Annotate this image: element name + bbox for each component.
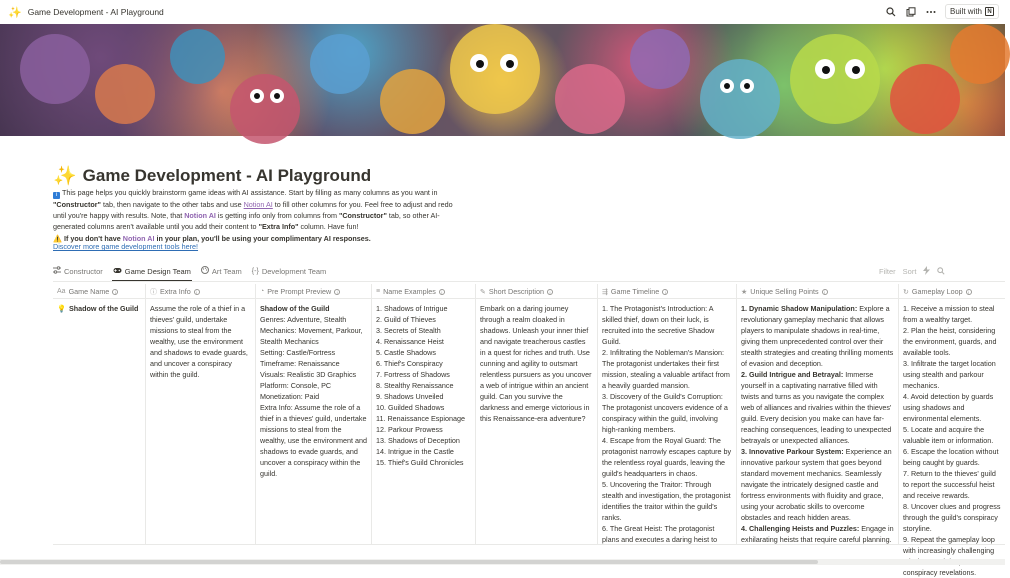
horizontal-scrollbar[interactable] bbox=[0, 559, 1005, 565]
game-name-text[interactable]: Shadow of the Guild bbox=[68, 304, 139, 313]
loop-type-icon: ↻ bbox=[903, 288, 909, 296]
page-heading bbox=[53, 164, 371, 188]
scrollbar-thumb[interactable] bbox=[0, 560, 818, 564]
table-row bbox=[53, 299, 1005, 577]
info-icon: i bbox=[822, 289, 828, 295]
notion-ai-mention: Notion AI bbox=[243, 200, 273, 209]
column-header-unique-selling-points[interactable]: ★ Unique Selling Points i bbox=[737, 284, 899, 299]
code-icon: {-} bbox=[251, 267, 259, 275]
view-tabs bbox=[53, 264, 326, 278]
gamepad-icon bbox=[113, 267, 122, 276]
sort-button[interactable]: Sort bbox=[902, 267, 917, 276]
database-table bbox=[53, 284, 1005, 577]
info-icon: i bbox=[334, 289, 340, 295]
lightning-icon[interactable] bbox=[923, 266, 930, 277]
info-icon: i bbox=[966, 289, 972, 295]
sliders-icon bbox=[53, 266, 61, 276]
sparkle-icon: ✨ bbox=[8, 6, 22, 19]
column-header-extra-info[interactable]: ⓘ Extra Info i bbox=[146, 284, 256, 299]
cell-unique-selling-points[interactable]: 1. Dynamic Shadow Manipulation: Explore a revolutionary gameplay mechanic that allows players to manipulate shadows in real-time, giving them unprecedented control over their stealth strategies and creating thrilling moments of evasion and deception. 2. Guild Intrigue and Betrayal: Immerse yourself in a captivating narrative filled with twists and turns as you navigate the complex web of alliances and rivalries within the thieves' guild. Every decision you make can have far-reaching consequences, leading to unexpected betrayals or unexpected alliances. 3. Innovative Parkour System: Experience an innovative parkour system that goes beyond standard movement mechanics. Seamlessly navigate the intricately designed castle and fortress environments with fluidity and grace, using your acrobatic skills to overcome obstacles and reach hidden areas. 4. Challenging Heists and Puzzles: Engage in exhilarating heists that require careful planning. bbox=[737, 299, 899, 544]
lightbulb-icon: 💡 bbox=[57, 304, 66, 313]
description-paragraph-2: ⚠️ If you don't have Notion AI in your plan, you'll be using your complimentary AI responses. bbox=[53, 233, 371, 243]
star-type-icon: ★ bbox=[741, 288, 748, 296]
view-actions bbox=[879, 266, 945, 277]
top-bar bbox=[0, 0, 1005, 24]
palette-icon bbox=[201, 266, 209, 276]
info-icon: i bbox=[439, 289, 445, 295]
list-type-icon: ≡ bbox=[376, 288, 381, 295]
built-with-notion-button[interactable] bbox=[945, 4, 999, 19]
formula-type-icon: ◔ bbox=[260, 288, 265, 295]
discover-tools-link[interactable]: Discover more game development tools here! bbox=[53, 242, 199, 251]
more-icon[interactable] bbox=[925, 6, 937, 18]
built-with-label: Built with bbox=[949, 7, 982, 16]
cell-name-examples[interactable]: 1. Shadows of Intrigue 2. Guild of Thieves 3. Secrets of Stealth 4. Renaissance Heist 5. Castle Shadows 6. Thief's Conspiracy 7. Fortress of Shadows 8. Stealthy Renaissance 9. Shadows Unveiled 10. Guilded Shadows 11. Renaissance Espionage 12. Parkour Prowess 13. Shadows of Deception 14. Intrigue in the Castle 15. Thief's Guild Chronicles bbox=[372, 299, 476, 544]
cell-gameplay-loop[interactable]: 1. Receive a mission to steal from a wealthy target. 2. Plan the heist, considering the environment, guards, and available tools. 3. Infiltrate the target location using stealth and parkour mechanics. 4. Avoid detection by guards using shadows and environmental elements. 5. Locate and acquire the valuable item or information. 6. Escape the location without being caught by guards. 7. Return to the thieves' guild to report the successful heist and receive rewards. 8. Uncover clues and progress through the guild's conspiracy storyline. 9. Repeat the gameplay loop with increasingly challenging conspiracy revelations. bbox=[903, 304, 1001, 577]
info-icon: i bbox=[194, 289, 200, 295]
tab-art-team[interactable]: Art Team bbox=[201, 264, 242, 278]
tab-development-team[interactable]: {-} Development Team bbox=[251, 266, 327, 276]
page-title: Game Development - AI Playground bbox=[82, 166, 372, 185]
window-title: Game Development - AI Playground bbox=[27, 7, 164, 17]
column-header-game-name[interactable]: Aa Game Name i bbox=[53, 284, 146, 299]
table-bottom-border bbox=[53, 544, 1005, 545]
info-type-icon: ⓘ bbox=[150, 288, 157, 296]
filter-button[interactable]: Filter bbox=[879, 267, 896, 276]
info-icon: i bbox=[112, 289, 118, 295]
info-icon: i bbox=[53, 192, 60, 199]
search-icon[interactable] bbox=[885, 6, 897, 18]
warning-icon: ⚠️ bbox=[53, 233, 62, 243]
cell-short-description[interactable]: Embark on a daring journey through a realm cloaked in shadows. Unleash your inner thief and navigate treacherous castles in a quest for riches and truth. Use cunning and agility to outsmart relentless pursuers as you uncover a web of intrigue within an ancient guild. Can you survive the darkness and emerge victorious in this Renaissance-era adventure? bbox=[476, 299, 598, 544]
description-paragraph-1: i This page helps you quickly brainstorm game ideas with AI assistance. Start by filling as many columns as you want in "Constructor" tab, then navigate to the other tabs and use Notion AI to fill other columns for you. Feel free to adjust and redo until you're happy with results. Note, that Notion AI is getting info only from columns from "Constructor" tab, so other AI-generated columns aren't available until you add their content to "Extra Info" column. Have fun! bbox=[53, 188, 453, 232]
column-header-game-timeline[interactable]: ⇶ Game Timeline i bbox=[598, 284, 737, 299]
cell-game-name[interactable] bbox=[53, 299, 146, 544]
cell-game-timeline[interactable]: 1. The Protagonist's Introduction: A skilled thief, down on their luck, is recruited into the secretive Shadow Guild. 2. Infiltrating the Nobleman's Mansion: The protagonist undertakes their first mission, stealing a valuable artifact from a heavily guarded mansion. 3. Discovery of the Guild's Corruption: The protagonist uncovers evidence of a conspiracy within the guild, involving high-ranking members. 4. Escape from the Royal Guard: The protagonist narrowly escapes capture by the relentless royal guards, leaving the guild's headquarters in chaos. 5. Uncovering the Traitor: Through stealth and investigation, the protagonist identifies the traitor within the guild's ranks. 6. The Great Heist: The protagonist plans and executes a daring heist to bbox=[598, 299, 737, 544]
column-header-name-examples[interactable]: ≡ Name Examples i bbox=[372, 284, 476, 299]
tab-game-design-team[interactable]: Game Design Team bbox=[113, 264, 191, 278]
tabs-divider bbox=[53, 281, 1005, 282]
text-type-icon: Aa bbox=[57, 288, 66, 295]
timeline-type-icon: ⇶ bbox=[602, 288, 608, 296]
table-header-row bbox=[53, 284, 1005, 299]
tab-constructor[interactable]: Constructor bbox=[53, 264, 103, 278]
column-header-pre-prompt-preview[interactable]: ◔ Pre Prompt Preview i bbox=[256, 284, 372, 299]
column-header-short-description[interactable]: ✎ Short Description i bbox=[476, 284, 598, 299]
page-description bbox=[53, 187, 463, 244]
duplicate-icon[interactable] bbox=[905, 6, 917, 18]
info-icon: i bbox=[547, 289, 553, 295]
search-icon[interactable] bbox=[937, 267, 945, 277]
sparkle-icon: ✨ bbox=[53, 166, 77, 187]
info-icon: i bbox=[662, 289, 668, 295]
edit-type-icon: ✎ bbox=[480, 288, 486, 296]
cover-image bbox=[0, 24, 1005, 136]
column-header-gameplay-loop[interactable]: ↻ Gameplay Loop i bbox=[899, 284, 1005, 299]
notion-logo-icon: N bbox=[985, 7, 994, 16]
cell-extra-info[interactable]: Assume the role of a thief in a thieves' guild, undertake missions to steal from the wealthy, use the environment and shadows to evade guards, and uncover a conspiracy within the guild. bbox=[146, 299, 256, 544]
cell-pre-prompt-preview: Shadow of the Guild Genres: Adventure, Stealth Mechanics: Movement, Parkour, Stealth Mechanics Setting: Castle/Fortress Timeframe: Renaissance Visuals: Realistic 3D Graphics Platform: Console, PC Monetization: Paid Extra Info: Assume the role of a thief in a thieves' guild, undertake missions to steal from the wealthy, use the environment and shadows to evade guards, and uncover a conspiracy within the guild. bbox=[256, 299, 372, 544]
